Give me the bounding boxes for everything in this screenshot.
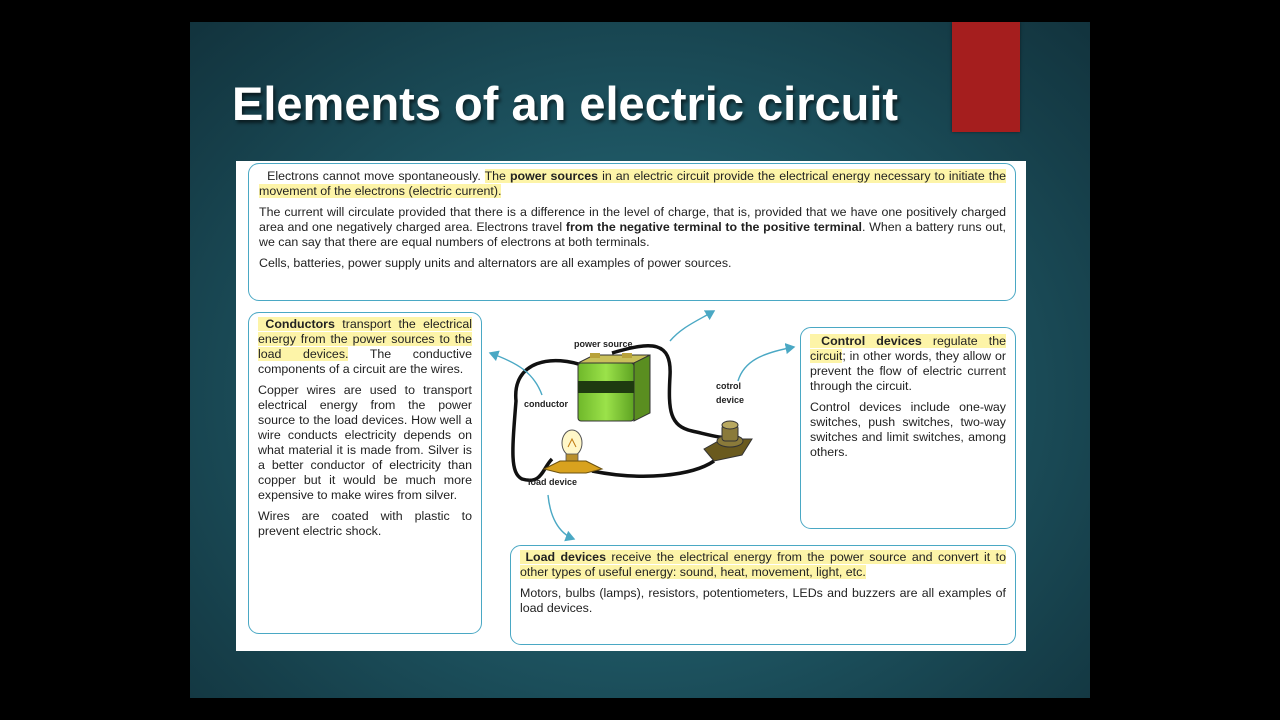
circuit-diagram xyxy=(482,301,800,546)
battery-icon xyxy=(578,353,650,421)
label-power-source: power source xyxy=(574,339,633,349)
power-paragraph-1: Electrons cannot move spontaneously. The power sources in an electric circuit provide the electrical energy necessary to initiate the movement of the electrons (electric current). xyxy=(259,169,1006,198)
load-devices-box xyxy=(510,545,1016,645)
bulb-icon xyxy=(544,430,602,473)
label-control-line1: cotrol xyxy=(716,381,742,391)
arrow-to-power-box xyxy=(670,311,714,341)
load-paragraph-2: Motors, bulbs (lamps), resistors, potentiometers, LEDs and buzzers are all examples of load devices. xyxy=(520,586,1006,615)
circuit-wire-3 xyxy=(592,461,714,476)
arrow-to-load-box xyxy=(548,495,574,539)
conductors-box xyxy=(248,312,482,634)
power-sources-box xyxy=(248,163,1016,301)
load-paragraph-1: Load devices receive the electrical energy from the power source and convert it to other types of useful energy: sound, heat, movement, light, etc. xyxy=(520,550,1006,579)
content-panel xyxy=(236,161,1026,651)
slide xyxy=(190,22,1090,698)
arrow-to-control-box xyxy=(738,347,794,381)
control-paragraph-1: Control devices regulate the circuit; in other words, they allow or prevent the flow of electric current through the circuit. xyxy=(810,334,1006,393)
control-paragraph-2: Control devices include one-way switches, push switches, two-way switches and limit switches, among others. xyxy=(810,400,1006,459)
control-devices-box xyxy=(800,327,1016,529)
power-paragraph-3: Cells, batteries, power supply units and alternators are all examples of power sources. xyxy=(259,256,732,270)
switch-icon xyxy=(704,421,752,461)
conductors-paragraph-3: Wires are coated with plastic to prevent electric shock. xyxy=(258,509,472,538)
label-load-device: load device xyxy=(528,477,578,487)
power-highlight: The power sources in an electric circuit provide the electrical energy necessary to initiate the movement of the electrons (electric current). xyxy=(259,169,1006,198)
label-control-line2: device xyxy=(716,395,745,405)
power-paragraph-2: The current will circulate provided that there is a difference in the level of charge, that is, provided that we have one positively charged area and one negatively charged area. Electrons travel from the negative terminal to the positive terminal. When a battery runs out, we can say that there are equal numbers of electrons at both terminals. xyxy=(259,205,1006,249)
slide-title: Elements of an electric circuit xyxy=(232,77,899,130)
accent-block xyxy=(952,22,1020,132)
conductors-paragraph-2: Copper wires are used to transport electrical energy from the power source to the load devices. How well a wire conducts electricity depends on what material it is made from. Silver is a better conductor of electricity than copper but it would be much more expensive to make wires from silver. xyxy=(258,383,472,502)
conductors-paragraph-1: Conductors transport the electrical energy from the power sources to the load devices. The conductive components of a circuit are the wires. xyxy=(258,317,473,376)
label-conductor: conductor xyxy=(524,399,568,409)
